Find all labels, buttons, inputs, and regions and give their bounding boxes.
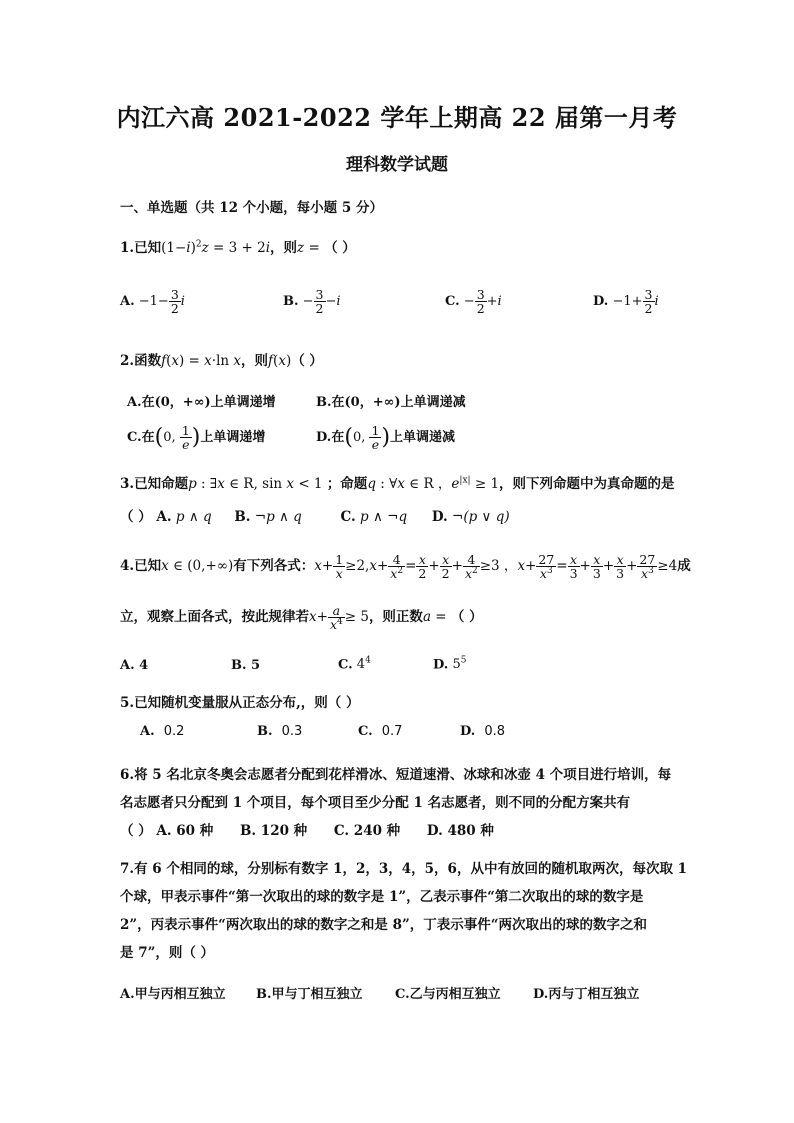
q5-option-c bbox=[358, 724, 402, 739]
q5-option-d-value: 0.8 bbox=[484, 724, 506, 739]
q5-option-a-value: 0.2 bbox=[163, 724, 185, 739]
q4-option-d-label: D. bbox=[433, 657, 449, 673]
q2-option-d-suffix: 上单调递减 bbox=[390, 430, 456, 446]
q1-option-d: D. −1+ $\frac{3}{2}$ i bbox=[593, 287, 659, 317]
q1-option-a: A. −1− $\frac{3}{2}$ i bbox=[120, 287, 185, 317]
question-2-stem: 2.函数f(x) = x·ln x，则f(x)（ ） bbox=[120, 353, 323, 369]
question-7-line-2: 个球，甲表示事件“第一次取出的球的数字是 1”，乙表示事件“第二次取出的球的数字是 bbox=[120, 889, 644, 905]
q4-option-d: D. $5^5$ bbox=[433, 656, 467, 673]
question-7-line-4: 是 7”，则（ ） bbox=[120, 945, 215, 961]
question-3-options: （ ） A. p ∧ q B. ¬p ∧ q C. p ∧ ¬q D. ¬(p ∨ q) bbox=[120, 509, 510, 525]
q3-option-b-label: B. bbox=[234, 509, 251, 525]
q3-stem-mid: ；命题 bbox=[326, 476, 368, 492]
q2-option-c-suffix: 上单调递增 bbox=[200, 430, 266, 446]
q4-stem-prefix: 4.已知 bbox=[120, 558, 162, 575]
q3-stem-suffix: ，则下列命题中为真命题的是 bbox=[499, 476, 675, 492]
q2-option-b: B.在(0，+∞)上单调递减 bbox=[316, 395, 466, 410]
q2-stem-mid: ，则 bbox=[241, 353, 269, 369]
page-title: 内江六高 2021-2022 学年上期高 22 届第一月考 bbox=[116, 103, 678, 132]
q4-option-c-label: C. bbox=[338, 657, 353, 673]
q1-option-a-label: A. bbox=[120, 294, 135, 310]
q6-option-b: B. 120 种 bbox=[239, 823, 308, 839]
question-3-stem: 3.已知命题p : ∃x ∈ R, sin x < 1 ；命题q : ∀x ∈ R ，$e^{|x|} \ge 1$，则下列命题中为真命题的是 bbox=[120, 475, 675, 492]
q4-blank: （ ） bbox=[450, 609, 483, 626]
q5-option-b-value: 0.3 bbox=[281, 724, 303, 739]
q3-option-c-label: C. bbox=[340, 509, 356, 525]
question-6-line-2: 名志愿者只分配到 1 个项目，每个项目至少分配 1 名志愿者，则不同的分配方案共有 bbox=[120, 795, 631, 811]
q4-stem-mid: 有下列各式： bbox=[233, 558, 315, 575]
q2-option-d-prefix: D.在 bbox=[316, 430, 345, 446]
q1-option-b: B. − $\frac{3}{2}$ −i bbox=[283, 287, 341, 317]
q1-option-c: C. − $\frac{3}{2}$ +i bbox=[445, 287, 502, 317]
q2-option-c: C.在(0, $\frac{1}{e}$ )上单调递增 bbox=[127, 423, 266, 453]
q3-stem-prefix: 3.已知命题 bbox=[120, 476, 189, 492]
q7-option-a: A.甲与丙相互独立 bbox=[120, 987, 226, 1002]
question-6-options bbox=[120, 819, 494, 839]
q4-line2-mid: ，则正数 bbox=[368, 609, 423, 626]
q1-stem-prefix: 1.已知 bbox=[120, 240, 162, 256]
q2-option-d: D.在(0, $\frac{1}{e}$ )上单调递减 bbox=[316, 423, 456, 453]
q5-option-a-label: A. bbox=[140, 724, 155, 739]
q4-option-b: B. 5 bbox=[231, 658, 261, 673]
q6-blank: （ ） bbox=[120, 823, 152, 839]
q3-blank: （ ） bbox=[120, 509, 152, 525]
question-7-line-3: 2”，丙表示事件“两次取出的球的数字之和是 8”，丁表示事件“两次取出的球的数字之和 bbox=[120, 917, 648, 933]
section-heading: 一、单选题（共 12 个小题，每小题 5 分） bbox=[120, 200, 383, 216]
q4-line2-prefix: 立，观察上面各式，按此规律若 bbox=[120, 609, 309, 626]
q7-option-c: C.乙与丙相互独立 bbox=[395, 987, 501, 1002]
q1-blank: （ ） bbox=[324, 240, 356, 256]
question-5-stem: 5.已知随机变量服从正态分布,，则（ ） bbox=[120, 695, 360, 711]
q2-option-c-prefix: C.在 bbox=[127, 430, 155, 446]
q4-option-a: A. 4 bbox=[120, 658, 149, 673]
q5-option-d-label: D. bbox=[460, 724, 476, 739]
q5-option-a bbox=[140, 724, 184, 739]
q1-stem-mid: ，则 bbox=[270, 240, 298, 256]
q7-option-b: B.甲与丁相互独立 bbox=[256, 987, 363, 1002]
q6-option-d: D. 480 种 bbox=[426, 823, 494, 839]
q1-option-c-label: C. bbox=[445, 294, 460, 310]
q3-option-a-label: A. bbox=[156, 509, 172, 525]
q4-stem-suffix: 成 bbox=[677, 558, 691, 575]
question-6-line-1: 6.将 5 名北京冬奥会志愿者分配到花样滑冰、短道速滑、冰球和冰壶 4 个项目进行培训，每 bbox=[120, 767, 672, 783]
question-4-stem: 4.已知x ∈ (0,+∞)有下列各式：x+ $\frac{1}{x}$ ≥2,x+ $\frac{4}{x^2}$ = $\frac{x}{2}$ + $\frac{x}{2}$ + $\frac{4}{x^2}$ ≥3 ，x+ $\frac{27}{x^3}$ = $\frac{x}{3}$ + $\frac{x}{3}$ + $\frac{x}{3}$ + $\frac{27}{x^3}$ ≥4成 bbox=[120, 552, 691, 582]
question-7-line-1: 7.有 6 个相同的球，分别标有数字 1，2，3，4，5，6，从中有放回的随机取两次，每次取 1 bbox=[120, 861, 688, 877]
q6-option-a: A. 60 种 bbox=[156, 823, 214, 839]
q5-option-c-value: 0.7 bbox=[381, 724, 403, 739]
q2-blank: （ ） bbox=[291, 353, 323, 369]
q5-option-b bbox=[257, 724, 302, 739]
q2-stem-prefix: 2.函数 bbox=[120, 353, 162, 369]
q5-option-b-label: B. bbox=[257, 724, 273, 739]
q6-option-c: C. 240 种 bbox=[333, 823, 401, 839]
q3-option-d-label: D. bbox=[431, 509, 448, 525]
q1-option-d-label: D. bbox=[593, 294, 609, 310]
q5-option-d bbox=[460, 724, 505, 739]
q1-option-b-label: B. bbox=[283, 294, 299, 310]
q4-option-c: C. $4^4$ bbox=[338, 656, 371, 673]
q2-option-a: A.在(0，+∞)上单调递增 bbox=[127, 395, 276, 410]
question-4-line-2: 立，观察上面各式，按此规律若x+ $\frac{a}{x^4}$ ≥ 5，则正数a = （ ） bbox=[120, 603, 483, 633]
q7-option-d: D.丙与丁相互独立 bbox=[533, 987, 640, 1002]
q5-option-c-label: C. bbox=[358, 724, 373, 739]
page-subtitle: 理科数学试题 bbox=[346, 155, 448, 175]
question-1-stem: 1.已知$(1-i)^2z = 3 + 2i$，则z = （ ） bbox=[120, 239, 356, 256]
